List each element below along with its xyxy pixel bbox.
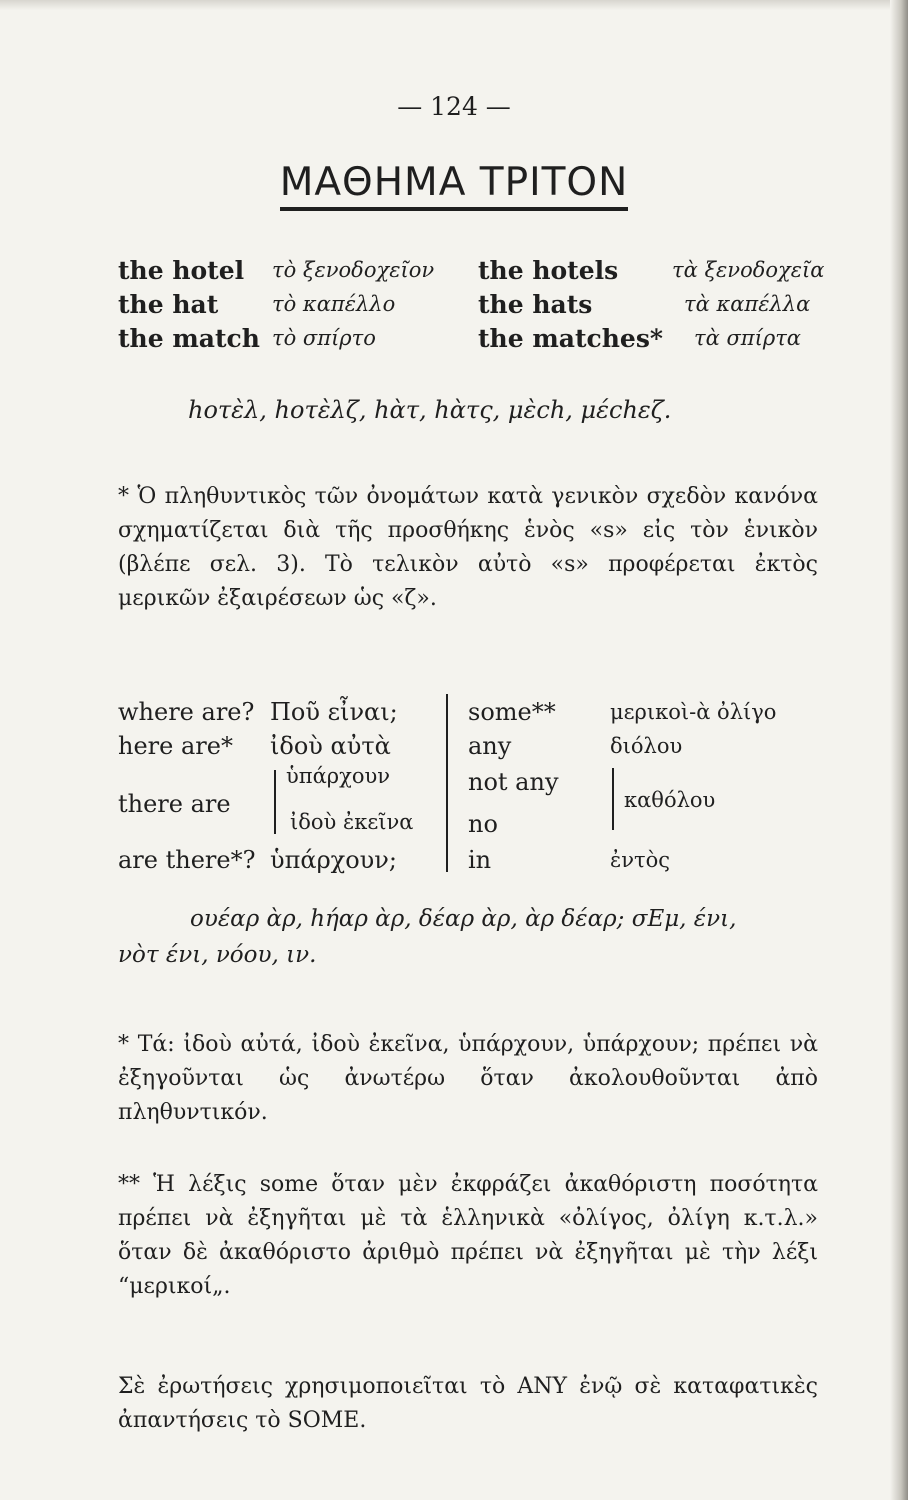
table-en-any: any [468,732,512,760]
vocab-en-singular: the hat [118,290,219,319]
footnote-some: ** Ἡ λέξις some ὅταν μὲν ἐκφράζει ἀκαθόριστη ποσότητα πρέπει νὰ ἐξηγῆται μὲ τὰ ἑλληνικὰ «ὀλίγος, ὀλίγη κ.τ.λ.» ὅταν δὲ ἀκαθόριστο ἀριθμὸ πρέπει νὰ ἐξηγῆται μὲ τὴν λέξι “μερικοί„. [118,1172,818,1299]
table-en-are-there: are there*? [118,846,256,874]
vocab-gr-singular: τὸ καπέλλο [272,292,396,316]
table-gr-in: ἐντὸς [610,848,671,872]
vocab-gr-singular: τὸ σπίρτο [272,326,376,350]
vocab-en-singular: the match [118,324,260,353]
table-en-where: where are? [118,698,255,726]
pronunciation-line: hoτὲλ, hoτὲλζ, hὰτ, hὰτς, μὲch, μέchεζ. [188,396,672,424]
vocab-gr-plural: τὰ σπίρτα [694,326,801,350]
footnote-plural: * Ὁ πληθυντικὸς τῶν ὀνομάτων κατὰ γενικὸν σχεδὸν κανόνα σχηματίζεται διὰ τῆς προσθήκης ἑνὸς «s» εἰς τὸν ἑνικὸν (βλέπε σελ. 3). Τὸ τελικὸν αὐτὸ «s» προφέρεται ἐκτὸς μερικῶν ἐξαιρέσεων ὡς «ζ». [118,484,818,611]
table-en-no: no [468,810,498,838]
pronunciation-line-2b: νὸτ ένι, νόου, ιν. [118,942,317,968]
table-en-here: here are* [118,732,233,760]
vocab-gr-plural: τὰ ξενοδοχεῖα [672,258,825,282]
table-gr-here: ἰδοὺ αὐτὰ [270,732,391,760]
vocab-gr-singular: τὸ ξενοδοχεῖον [272,258,435,282]
page-number: — 124 — [397,92,511,121]
vocab-en-plural: the hotels [478,256,619,285]
pronunciation-line-2a: ουέαρ ὰρ, hήαρ ὰρ, δέαρ ὰρ, ὰρ δέαρ; σΕμ, ένι, [190,906,737,932]
lesson-title [0,160,908,205]
page-top-edge [0,0,908,10]
table-gr-there-1: ὑπάρχουν [286,764,390,788]
vocab-en-plural: the hats [478,290,593,319]
table-en-in: in [468,846,492,874]
vocab-en-singular: the hotel [118,256,245,285]
footnote-here-there: * Τά: ἰδοὺ αὐτά, ἰδοὺ ἐκεῖνα, ὑπάρχουν, ὑπάρχουν; πρέπει νὰ ἐξηγοῦνται ὡς ἀνωτέρω ὅταν ἀκολουθοῦνται ἀπὸ πληθυντικόν. [118,1032,818,1125]
table-gr-are-there: ὑπάρχουν; [270,846,397,874]
table-en-not-any: not any [468,768,559,796]
vocab-en-plural: the matches* [478,324,663,353]
brace-right [612,768,614,830]
lesson-title-text: ΜΑΘΗΜΑ ΤΡΙΤΟΝ [280,160,629,211]
table-gr-bracket: καθόλου [624,788,716,812]
table-en-there: there are [118,790,231,818]
table-gr-some: μερικοὶ-ὰ ὀλίγο [610,700,777,724]
table-en-some: some** [468,698,556,726]
table-gr-where: Ποῦ εἶναι; [270,698,398,726]
table-gr-any: διόλου [610,734,683,758]
note-any-some: Σὲ ἐρωτήσεις χρησιμοποιεῖται τὸ ANY ἐνῷ σὲ καταφατικὲς ἀπαντήσεις τὸ SOME. [118,1374,818,1433]
table-gr-there-2: ἰδοὺ ἐκεῖνα [290,810,414,834]
table-divider [446,694,448,872]
page-binding-edge [890,0,908,1500]
brace-left [274,770,276,834]
vocab-gr-plural: τὰ καπέλλα [684,292,811,316]
